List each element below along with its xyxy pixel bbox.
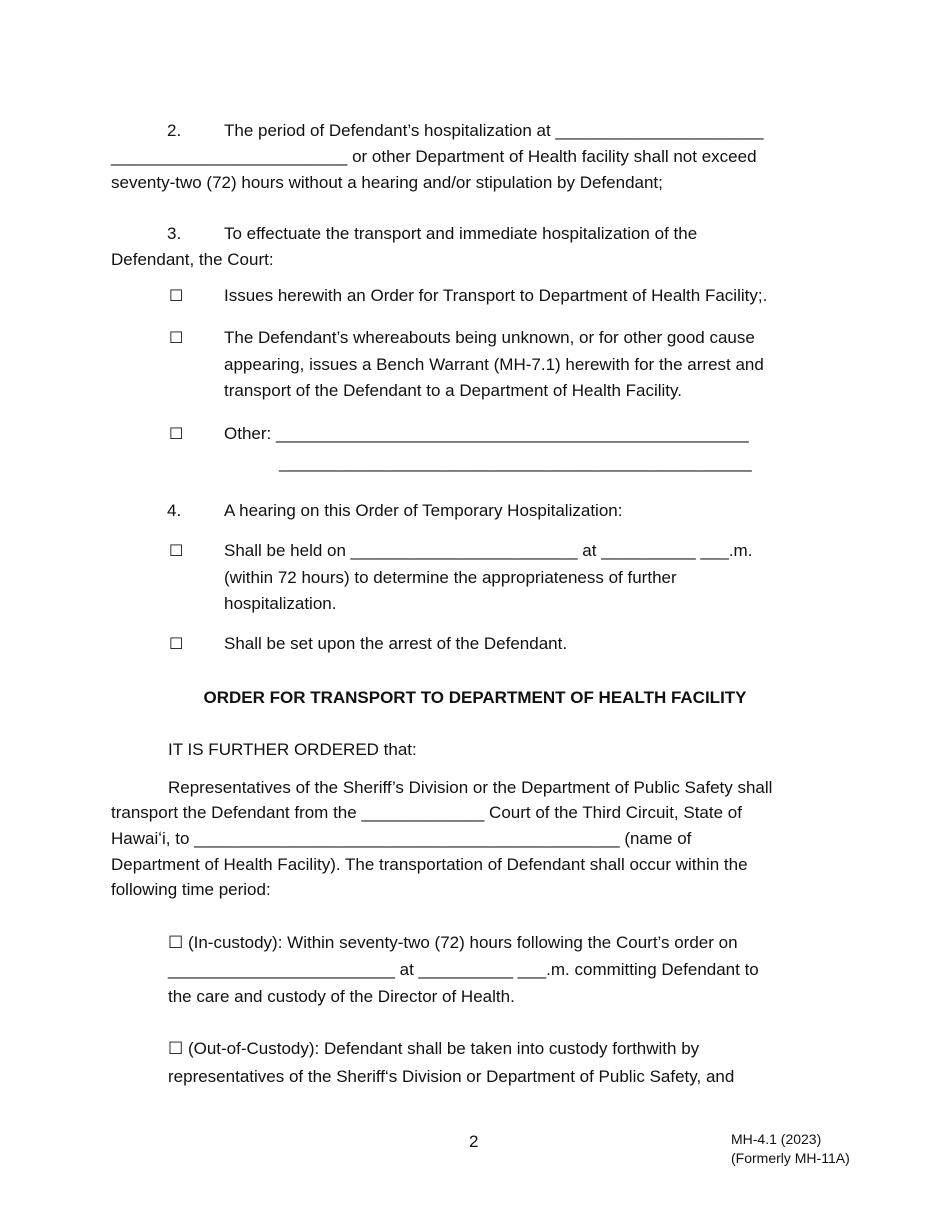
- out-custody-line-2: representatives of the Sheriff‘s Division or Department of Public Safety, and: [168, 1067, 735, 1086]
- page-number: 2: [469, 1132, 479, 1151]
- option-bench-warrant-line-2: appearing, issues a Bench Warrant (MH-7.1) herewith for the arrest and: [224, 355, 764, 374]
- option-bench-warrant-line-1: The Defendant’s whereabouts being unknown, or for other good cause: [224, 328, 755, 347]
- in-custody-line-3: the care and custody of the Director of Health.: [168, 987, 515, 1006]
- item-2-line-3: seventy-two (72) hours without a hearing and/or stipulation by Defendant;: [111, 173, 663, 192]
- form-id: MH-4.1 (2023): [731, 1131, 822, 1147]
- in-custody-line-2[interactable]: ________________________ at __________ ___.m. committing Defendant to: [168, 960, 759, 979]
- item-3-line-1: To effectuate the transport and immediate hospitalization of the: [224, 224, 698, 243]
- option-hearing-line-3: hospitalization.: [224, 594, 337, 613]
- option-bench-warrant-line-3: transport of the Defendant to a Department of Health Facility.: [224, 381, 682, 400]
- option-other-line-1[interactable]: Other: __________________________________________________: [224, 424, 749, 443]
- checkbox-transport-order[interactable]: ☐: [169, 286, 184, 305]
- out-custody-line-1[interactable]: ☐ (Out-of-Custody): Defendant shall be taken into custody forthwith by: [168, 1039, 700, 1058]
- transport-para-line-4: Department of Health Facility). The transportation of Defendant shall occur within the: [111, 855, 748, 874]
- option-hearing-line-1[interactable]: Shall be held on ________________________ at __________ ___.m.: [224, 541, 753, 560]
- option-transport-order-text: Issues herewith an Order for Transport to Department of Health Facility;.: [224, 286, 768, 305]
- checkbox-bench-warrant[interactable]: ☐: [169, 328, 184, 347]
- checkbox-hearing-held[interactable]: ☐: [169, 541, 184, 560]
- item-4-line-1: A hearing on this Order of Temporary Hospitalization:: [224, 501, 623, 520]
- transport-para-line-3[interactable]: Hawaiʻi, to _____________________________________________ (name of: [111, 829, 692, 848]
- further-ordered: IT IS FURTHER ORDERED that:: [168, 740, 417, 759]
- option-hearing-line-2: (within 72 hours) to determine the appropriateness of further: [224, 568, 677, 587]
- item-2-line-1: The period of Defendant’s hospitalization at ______________________: [224, 121, 764, 140]
- item-2-number: 2.: [167, 121, 182, 140]
- item-3-number: 3.: [167, 224, 182, 243]
- item-4-number: 4.: [167, 501, 182, 520]
- in-custody-line-1[interactable]: ☐ (In-custody): Within seventy-two (72) hours following the Court’s order on: [168, 933, 738, 952]
- transport-para-line-5: following time period:: [111, 880, 271, 899]
- section-heading: ORDER FOR TRANSPORT TO DEPARTMENT OF HEALTH FACILITY: [203, 688, 747, 707]
- item-3-line-2: Defendant, the Court:: [111, 250, 274, 269]
- transport-para-line-1: Representatives of the Sheriff’s Division or the Department of Public Safety shall: [168, 778, 773, 797]
- checkbox-hearing-upon-arrest[interactable]: ☐: [169, 634, 184, 653]
- item-2-line-2: _________________________ or other Department of Health facility shall not exceed: [111, 147, 757, 166]
- option-other-line-2[interactable]: __________________________________________________: [279, 453, 752, 472]
- formerly-form-id: (Formerly MH-11A): [731, 1150, 850, 1166]
- option-arrest-text: Shall be set upon the arrest of the Defendant.: [224, 634, 568, 653]
- checkbox-other[interactable]: ☐: [169, 424, 184, 443]
- transport-para-line-2[interactable]: transport the Defendant from the _____________ Court of the Third Circuit, State of: [111, 803, 742, 822]
